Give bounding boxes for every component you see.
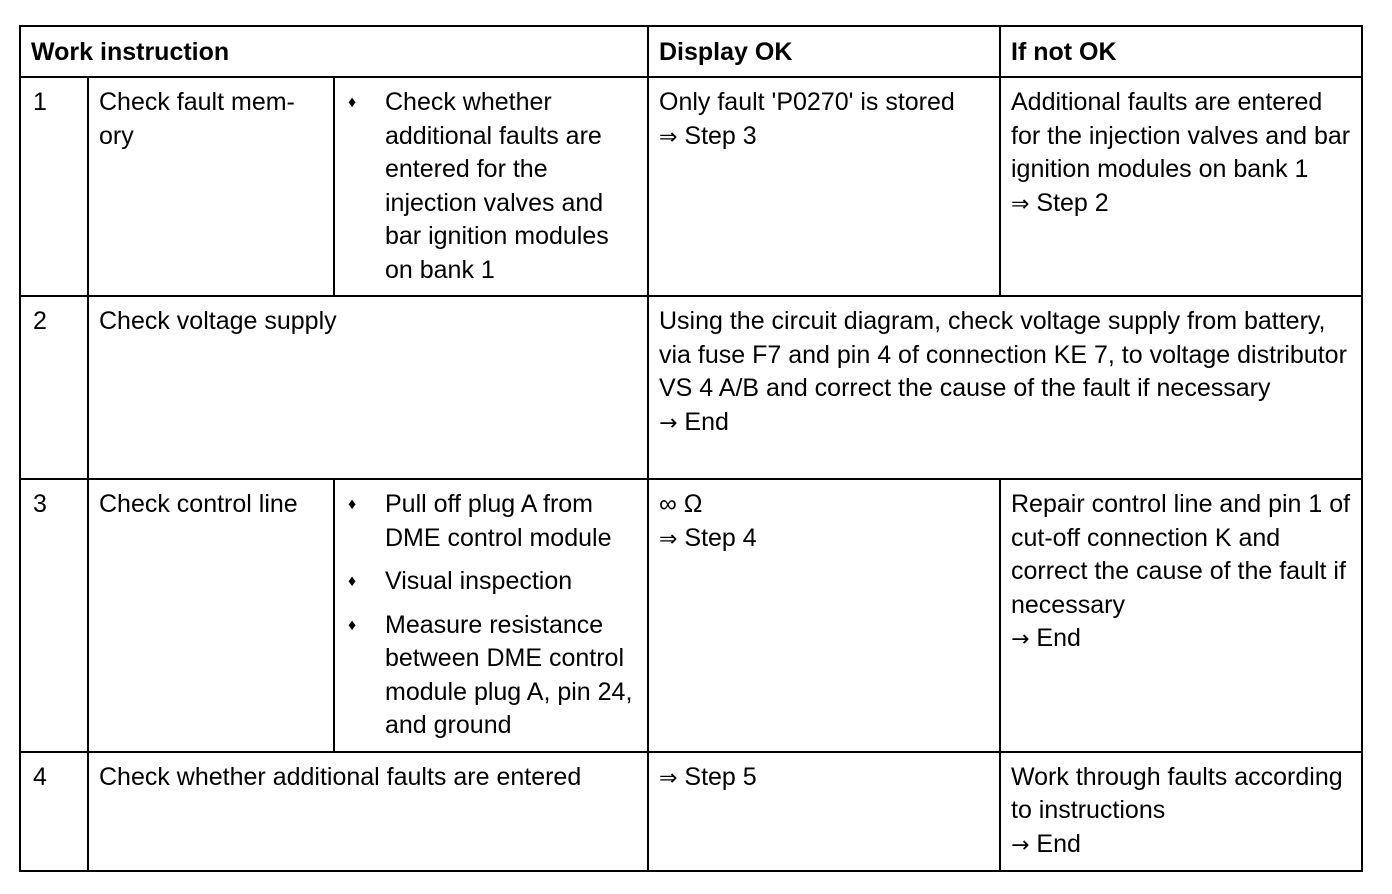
step-task: Check voltage supply	[88, 296, 648, 479]
work-instruction-table	[19, 25, 1363, 872]
if-not-ok-cell	[1000, 479, 1362, 752]
bullet-diamond-icon: ♦	[348, 573, 357, 590]
display-ok-cell	[648, 77, 1000, 296]
table-row	[20, 479, 1362, 752]
if-not-ok-cell	[1000, 77, 1362, 296]
display-ok-next: ⇒ Step 5	[659, 762, 757, 791]
implies-arrow-icon: ⇒	[1011, 191, 1030, 217]
if-not-ok-text: Repair control line and pin 1 of cut-off connection K and correct the cause of the fault if necessary	[1011, 490, 1351, 619]
step-actions	[334, 77, 648, 296]
step-number: 4	[20, 752, 88, 872]
combined-result-cell	[648, 296, 1362, 479]
if-not-ok-text: Additional faults are entered for the injection valves and bar ignition modules on bank 1	[1011, 88, 1351, 183]
action-item: ♦ Visual inspection	[345, 565, 637, 599]
step-task-text: Check fault mem-ory	[99, 88, 295, 150]
implies-arrow-icon: ⇒	[659, 765, 678, 791]
header-if-not-ok: If not OK	[1000, 26, 1362, 77]
action-item: ♦ Check whether additional faults are entered for the injection valves and bar ignition modules on bank 1	[348, 88, 609, 284]
implies-arrow-icon: ⇒	[659, 526, 678, 552]
bullet-diamond-icon: ♦	[348, 496, 357, 513]
action-item: ♦ Pull off plug A from DME control module	[348, 490, 612, 552]
if-not-ok-next: → End	[1011, 829, 1081, 858]
display-ok-cell	[648, 752, 1000, 872]
if-not-ok-text: Work through faults according to instructions	[1011, 762, 1343, 824]
header-display-ok: Display OK	[648, 26, 1000, 77]
step-actions	[334, 479, 648, 752]
bullet-diamond-icon: ♦	[348, 616, 357, 634]
display-ok-text: Only fault 'P0270' is stored	[659, 88, 955, 116]
table-row	[20, 752, 1362, 872]
display-ok-next: ⇒ Step 4	[659, 523, 757, 552]
display-ok-cell	[648, 479, 1000, 752]
combined-result-text: Using the circuit diagram, check voltage supply from battery, via fuse F7 and pin 4 of connection KE 7, to voltage distributor VS 4 A/B and correct the cause of the fault if necessary	[659, 307, 1347, 402]
step-number: 2	[20, 296, 88, 479]
table-row	[20, 77, 1362, 296]
if-not-ok-cell	[1000, 752, 1362, 872]
step-task	[88, 77, 334, 296]
table-header-row	[20, 26, 1362, 77]
step-number: 1	[20, 77, 88, 296]
action-item: ♦ Measure resistance between DME control module plug A, pin 24, and ground	[348, 610, 633, 739]
header-work-instruction: Work instruction	[20, 26, 648, 77]
combined-result-next: → End	[659, 407, 729, 436]
right-arrow-icon: →	[659, 410, 678, 436]
step-number: 3	[20, 479, 88, 752]
implies-arrow-icon: ⇒	[659, 124, 678, 150]
right-arrow-icon: →	[1011, 627, 1030, 652]
step-task: Check whether additional faults are entered	[88, 752, 648, 872]
step-task: Check control line	[88, 479, 334, 752]
bullet-diamond-icon: ♦	[348, 94, 357, 111]
right-arrow-icon: →	[1011, 832, 1030, 858]
display-ok-next: ⇒ Step 3	[659, 121, 757, 150]
if-not-ok-next: → End	[1011, 624, 1081, 652]
display-ok-text: ∞ Ω	[659, 490, 703, 518]
if-not-ok-next: ⇒ Step 2	[1011, 188, 1109, 217]
table-row	[20, 296, 1362, 479]
